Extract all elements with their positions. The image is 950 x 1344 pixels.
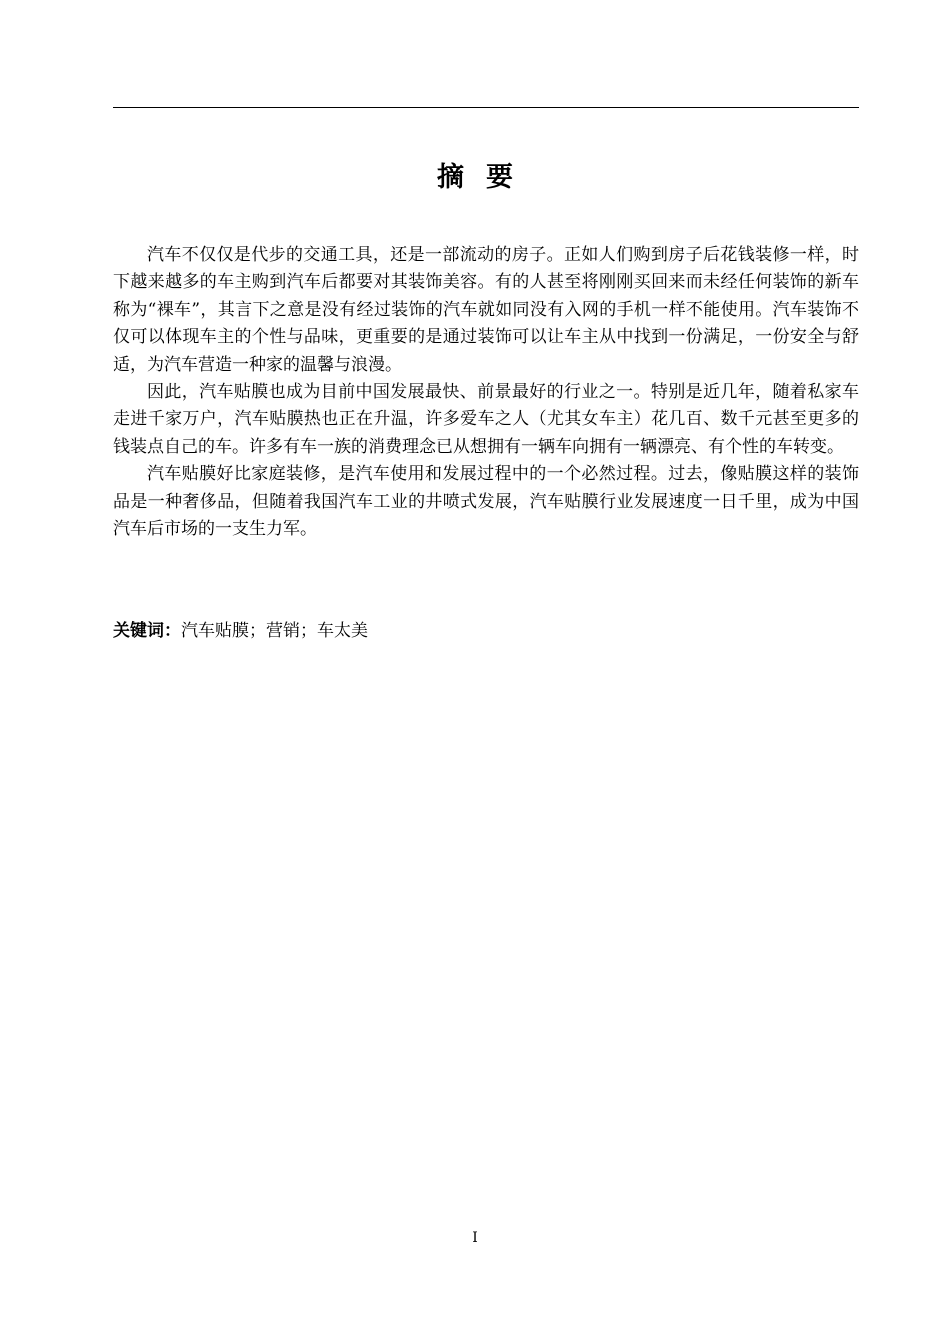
keywords-label: 关键词： [113,621,181,641]
abstract-paragraph-2: 因此，汽车贴膜也成为目前中国发展最快、前景最好的行业之一。特别是近几年，随着私家车走进千家万户，汽车贴膜热也正在升温，许多爱车之人（尤其女车主）花几百、数千元甚至更多的钱装点自己的车。许多有车一族的消费理念已从想拥有一辆车向拥有一辆漂亮、有个性的车转变。 [113,382,859,457]
abstract-body [113,242,859,543]
abstract-paragraph-1: 汽车不仅仅是代步的交通工具，还是一部流动的房子。正如人们购到房子后花钱装修一样，时下越来越多的车主购到汽车后都要对其装饰美容。有的人甚至将刚刚买回来而未经任何装饰的新车称为“裸车”，其言下之意是没有经过装饰的汽车就如同没有入网的手机一样不能使用。汽车装饰不仅可以体现车主的个性与品味，更重要的是通过装饰可以让车主从中找到一份满足，一份安全与舒适，为汽车营造一种家的温馨与浪漫。 [113,245,859,375]
keywords-value: 汽车贴膜；营销；车太美 [181,621,368,641]
abstract-paragraph-3: 汽车贴膜好比家庭装修，是汽车使用和发展过程中的一个必然过程。过去，像贴膜这样的装饰品是一种奢侈品，但随着我国汽车工业的井喷式发展，汽车贴膜行业发展速度一日千里，成为中国汽车后市场的一支生力军。 [113,464,859,540]
page-number: I [472,1230,478,1246]
keywords-line [113,618,859,645]
page-title: 摘要 [437,162,535,193]
header-rule [113,107,859,108]
